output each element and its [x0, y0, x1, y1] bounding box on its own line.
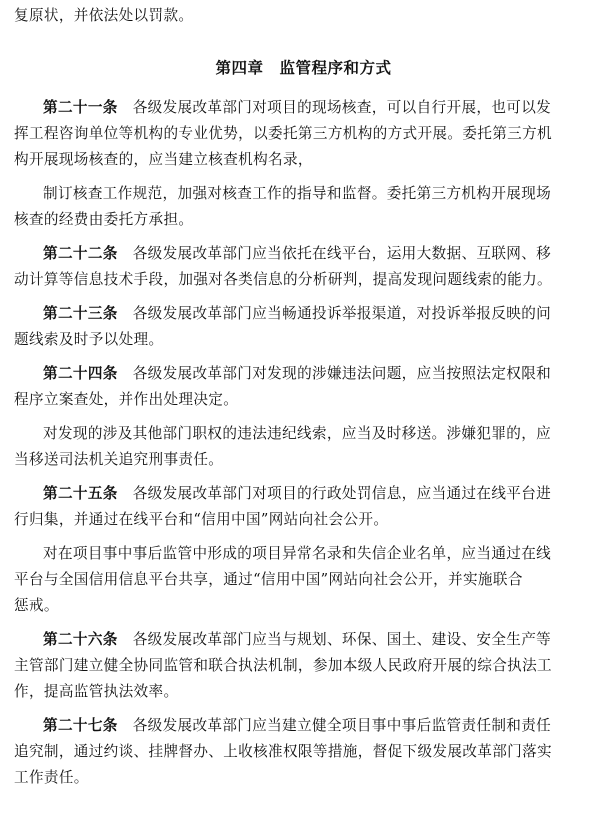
article-26-line-1	[43, 630, 598, 650]
article-27-text: 各级发展改革部门应当建立健全项目事中事后监管责任制和责任	[132, 717, 552, 734]
article-25-number: 第二十五条	[43, 485, 118, 502]
article-25-para-2-line-1: 对在项目事中事后监管中形成的项目异常名录和失信企业名单，应当通过在线	[43, 545, 552, 562]
article-24-para-2-line-2: 当移送司法机关追究刑事责任。	[14, 451, 224, 468]
article-24-line-1	[43, 364, 598, 384]
article-21-line-2: 挥工程咨询单位等机构的专业优势，以委托第三方机构的方式开展。委托第三方机	[14, 125, 552, 142]
article-22-line-1	[43, 244, 598, 264]
carryover-text: 复原状，并依法处以罚款。	[14, 7, 194, 24]
article-27-line-1	[43, 716, 598, 736]
article-26-line-2: 主管部门建立健全协同监管和联合执法机制，参加本级人民政府开展的综合执法工	[14, 657, 552, 674]
article-26-text: 各级发展改革部门应当与规划、环保、国土、建设、安全生产等	[132, 631, 552, 648]
article-21-line-3: 构开展现场核查的，应当建立核查机构名录，	[14, 151, 313, 168]
article-23-line-2: 题线索及时予以处理。	[14, 331, 164, 348]
article-21-number: 第二十一条	[43, 99, 118, 116]
article-21-line-1	[43, 98, 598, 118]
article-26-number: 第二十六条	[43, 631, 118, 648]
article-26-line-3: 作，提高监管执法效率。	[14, 683, 179, 700]
article-27-line-2: 追究制，通过约谈、挂牌督办、上收核准权限等措施，督促下级发展改革部门落实	[14, 743, 552, 760]
article-21-para-2-line-2: 核查的经费由委托方承担。	[14, 211, 194, 228]
article-23-number: 第二十三条	[43, 305, 118, 322]
chapter-title: 第四章 监管程序和方式	[215, 59, 392, 77]
article-25-text: 各级发展改革部门对项目的行政处罚信息，应当通过在线平台进	[132, 485, 552, 502]
article-24-line-2: 程序立案查处，并作出处理决定。	[14, 391, 239, 408]
article-21-para-2-line-1: 制订核查工作规范，加强对核查工作的指导和监督。委托第三方机构开展现场	[43, 185, 552, 202]
article-22-number: 第二十二条	[43, 245, 118, 262]
article-27-line-3: 工作责任。	[14, 769, 89, 786]
article-24-text: 各级发展改革部门对发现的涉嫌违法问题，应当按照法定权限和	[132, 365, 552, 382]
article-25-line-1	[43, 484, 598, 504]
article-23-line-1	[43, 304, 598, 324]
article-22-text: 各级发展改革部门应当依托在线平台，运用大数据、互联网、移	[132, 245, 552, 262]
article-23-text: 各级发展改革部门应当畅通投诉举报渠道，对投诉举报反映的问	[132, 305, 552, 322]
article-25-para-2-line-3: 惩戒。	[14, 597, 59, 614]
article-27-number: 第二十七条	[43, 717, 118, 734]
article-21-text: 各级发展改革部门对项目的现场核查，可以自行开展，也可以发	[132, 99, 552, 116]
article-25-para-2-line-2: 平台与全国信用信息平台共享，通过“信用中国”网站向社会公开，并实施联合	[14, 571, 523, 588]
article-24-number: 第二十四条	[43, 365, 118, 382]
article-22-line-2: 动计算等信息技术手段，加强对各类信息的分析研判，提高发现问题线索的能力。	[14, 271, 552, 288]
article-25-line-2: 行归集，并通过在线平台和“信用中国”网站向社会公开。	[14, 511, 389, 528]
article-24-para-2-line-1: 对发现的涉及其他部门职权的违法违纪线索，应当及时移送。涉嫌犯罪的，应	[43, 425, 552, 442]
